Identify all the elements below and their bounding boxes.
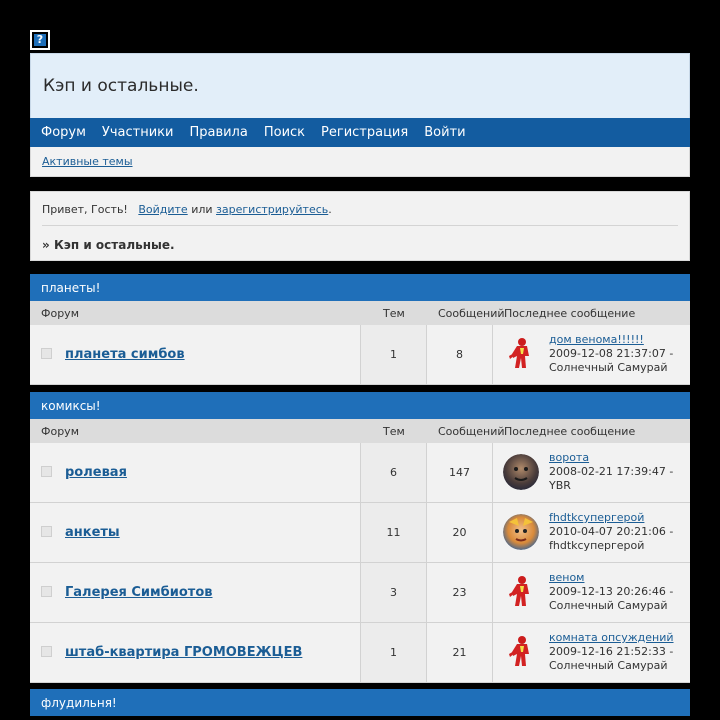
posts-cell (427, 623, 493, 682)
column-header (30, 419, 690, 443)
forum-cell (30, 623, 361, 682)
welcome-box (30, 191, 690, 261)
last-post-info (549, 333, 673, 375)
col-topics: Тем (383, 307, 405, 320)
breadcrumb (42, 238, 175, 252)
avatar[interactable] (503, 574, 539, 610)
last-post-date: 2008-02-21 17:39:47 - (549, 465, 674, 478)
last-post-date: 2009-12-13 20:26:46 - (549, 585, 674, 598)
col-last-post: Последнее сообщение (504, 307, 636, 320)
category-title: флудильня! (30, 689, 690, 716)
last-post-link[interactable]: ворота (549, 451, 590, 464)
topics-count: 6 (390, 466, 397, 479)
last-post-info (549, 571, 673, 613)
posts-count: 8 (456, 348, 463, 361)
logo-glyph: ? (34, 34, 46, 46)
avatar[interactable] (503, 634, 539, 670)
site-title: Кэп и остальные. (30, 53, 690, 118)
col-posts: Сообщений (438, 425, 505, 438)
col-forum: Форум (41, 307, 79, 320)
question-icon[interactable] (30, 30, 50, 50)
nav-members[interactable]: Участники (101, 125, 174, 140)
column-header (30, 301, 690, 325)
topics-cell (361, 623, 427, 682)
col-topics: Тем (383, 425, 405, 438)
posts-count: 147 (449, 466, 470, 479)
divider (42, 225, 678, 226)
col-forum: Форум (41, 425, 79, 438)
last-post-info (549, 511, 673, 553)
forum-row (30, 443, 690, 503)
active-topics-link[interactable]: Активные темы (42, 155, 133, 168)
last-post-author: Солнечный Самурай (549, 361, 668, 374)
last-post-cell (493, 623, 690, 682)
greeting-line (42, 203, 332, 216)
topics-count: 3 (390, 586, 397, 599)
posts-cell (427, 325, 493, 384)
forum-link[interactable]: Галерея Симбиотов (65, 585, 213, 600)
posts-count: 23 (452, 586, 467, 599)
last-post-date: 2009-12-08 21:37:07 - (549, 347, 674, 360)
last-post-author: Солнечный Самурай (549, 599, 668, 612)
posts-cell (427, 443, 493, 502)
nav-register[interactable]: Регистрация (321, 125, 409, 140)
topics-cell (361, 503, 427, 562)
nav-rules[interactable]: Правила (189, 125, 248, 140)
category-block (30, 392, 690, 683)
forum-status-icon (41, 526, 52, 537)
last-post-info (549, 631, 674, 673)
last-post-link[interactable]: комната опсуждений (549, 631, 674, 644)
last-post-cell (493, 563, 690, 622)
category-block (30, 689, 690, 716)
or-text: или (191, 203, 213, 216)
main-nav (30, 118, 690, 147)
category-title: комиксы! (30, 392, 690, 419)
last-post-author: Солнечный Самурай (549, 659, 668, 672)
posts-cell (427, 503, 493, 562)
last-post-cell (493, 503, 690, 562)
breadcrumb-current: Кэп и остальные. (53, 238, 175, 252)
forum-link[interactable]: планета симбов (65, 347, 185, 362)
forum-status-icon (41, 586, 52, 597)
category-block (30, 274, 690, 385)
forum-link[interactable]: штаб-квартира ГРОМОВЕЖЦЕВ (65, 645, 303, 660)
last-post-author: fhdtkсупергерой (549, 539, 645, 552)
forum-row (30, 623, 690, 683)
topics-count: 11 (386, 526, 401, 539)
avatar[interactable] (503, 336, 539, 372)
topics-cell (361, 443, 427, 502)
greeting-text: Привет, Гость! (42, 203, 128, 216)
period-text: . (328, 203, 332, 216)
forum-row (30, 563, 690, 623)
topics-count: 1 (390, 646, 397, 659)
topics-cell (361, 325, 427, 384)
register-link[interactable]: зарегистрируйтесь (216, 203, 329, 216)
breadcrumb-arrow: » (42, 238, 50, 252)
forum-cell (30, 443, 361, 502)
last-post-info (549, 451, 673, 493)
topics-cell (361, 563, 427, 622)
last-post-cell (493, 325, 690, 384)
posts-count: 20 (452, 526, 467, 539)
last-post-date: 2009-12-16 21:52:33 - (549, 645, 674, 658)
last-post-cell (493, 443, 690, 502)
forum-row (30, 325, 690, 385)
nav-forum[interactable]: Форум (41, 125, 86, 140)
avatar[interactable] (503, 514, 539, 550)
nav-search[interactable]: Поиск (263, 125, 306, 140)
last-post-link[interactable]: дом венома!!!!!! (549, 333, 644, 346)
sub-nav (30, 147, 690, 177)
forum-cell (30, 563, 361, 622)
col-posts: Сообщений (438, 307, 505, 320)
forum-row (30, 503, 690, 563)
site-header (30, 53, 690, 177)
posts-cell (427, 563, 493, 622)
login-link[interactable]: Войдите (138, 203, 188, 216)
avatar[interactable] (503, 454, 539, 490)
forum-link[interactable]: ролевая (65, 465, 127, 480)
forum-status-icon (41, 466, 52, 477)
forum-status-icon (41, 348, 52, 359)
topics-count: 1 (390, 348, 397, 361)
last-post-link[interactable]: веном (549, 571, 585, 584)
last-post-link[interactable]: fhdtkсупергерой (549, 511, 645, 524)
forum-cell (30, 325, 361, 384)
forum-cell (30, 503, 361, 562)
posts-count: 21 (452, 646, 467, 659)
nav-login[interactable]: Войти (424, 125, 466, 140)
category-title: планеты! (30, 274, 690, 301)
col-last-post: Последнее сообщение (504, 425, 636, 438)
last-post-date: 2010-04-07 20:21:06 - (549, 525, 674, 538)
forum-link[interactable]: анкеты (65, 525, 120, 540)
last-post-author: YBR (549, 479, 571, 492)
forum-status-icon (41, 646, 52, 657)
